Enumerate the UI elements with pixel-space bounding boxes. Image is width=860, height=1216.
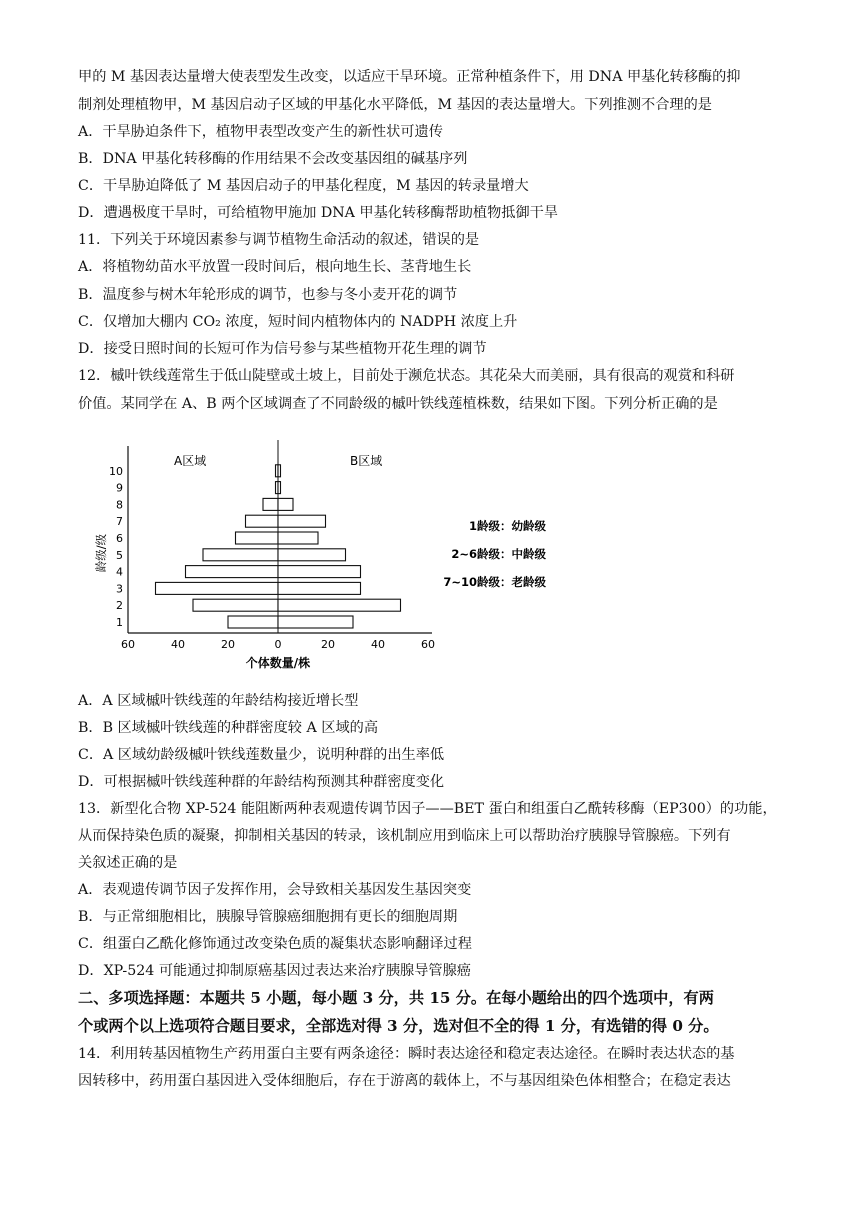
q13-option-a: A．表观遗传调节因子发挥作用，会导致相关基因发生基因突变 <box>78 882 472 898</box>
q10-stem-line1: 甲的 M 基因表达量增大使表型发生改变，以适应干旱环境。正常种植条件下，用 DNA 甲基化转移酶的抑 <box>78 69 741 85</box>
bar-a-age-7 <box>246 515 279 527</box>
q14-stem-line2: 因转移中，药用蛋白基因进入受体细胞后，存在于游离的载体上，不与基因组染色体相整合；在稳定表达 <box>78 1073 731 1089</box>
q12-stem-line1: 12．槭叶铁线莲常生于低山陡壁或土坡上，目前处于濒危状态。其花朵大而美丽，具有很高的观赏和科研 <box>78 368 735 384</box>
x-tick-3: 0 <box>274 638 282 651</box>
q14-stem-line1: 14．利用转基因植物生产药用蛋白主要有两条途径：瞬时表达途径和稳定表达途径。在瞬时表达状态的基 <box>78 1046 735 1062</box>
bar-a-age-3 <box>156 582 279 594</box>
x-tick-labels <box>121 638 435 651</box>
section2-heading-line1: 二、多项选择题：本题共 5 小题，每小题 3 分，共 15 分。在每小题给出的四个选项中，有两 <box>78 989 714 1007</box>
x-tick-2: 20 <box>221 638 235 651</box>
q12-option-b: B．B 区域槭叶铁线莲的种群密度较 A 区域的高 <box>78 720 379 736</box>
bar-b-age-7 <box>278 515 326 527</box>
x-tick-6: 60 <box>421 638 435 651</box>
q13-stem-line3: 关叙述正确的是 <box>78 855 178 871</box>
bar-b-age-8 <box>278 498 293 510</box>
x-axis-title: 个体数量/株 <box>245 656 311 670</box>
bar-b-age-2 <box>278 599 401 611</box>
bar-b-age-1 <box>278 616 353 628</box>
bar-a-age-6 <box>236 532 279 544</box>
age-structure-chart <box>96 432 606 682</box>
q12-option-d: D．可根据槭叶铁线莲种群的年龄结构预测其种群密度变化 <box>78 774 445 790</box>
bar-a-age-2 <box>193 599 278 611</box>
bar-b-age-3 <box>278 582 361 594</box>
q11-stem: 11．下列关于环境因素参与调节植物生命活动的叙述，错误的是 <box>78 232 480 248</box>
y-tick-8: 8 <box>116 498 123 512</box>
bar-a-age-5 <box>203 549 278 561</box>
q10-stem-line2: 制剂处理植物甲，M 基因启动子区域的甲基化水平降低，M 基因的表达量增大。下列推测不合理的是 <box>78 97 712 113</box>
bar-a-age-4 <box>186 566 279 578</box>
y-tick-6: 6 <box>116 532 123 545</box>
bar-a-age-8 <box>263 498 278 510</box>
q10-option-b: B．DNA 甲基化转移酶的作用结果不会改变基因组的碱基序列 <box>78 151 468 167</box>
legend-b-region: B区域 <box>350 454 383 468</box>
y-tick-10: 10 <box>109 464 123 478</box>
note-middle: 2~6龄级：中龄级 <box>451 547 546 561</box>
q11-option-d: D．接受日照时间的长短可作为信号参与某些植物开花生理的调节 <box>78 341 487 357</box>
x-tick-5: 40 <box>371 638 385 651</box>
legend-a-region: A区域 <box>174 454 207 468</box>
y-axis-title: 龄级/级 <box>94 533 108 573</box>
x-tick-1: 40 <box>171 638 185 651</box>
q11-option-c: C．仅增加大棚内 CO₂ 浓度，短时间内植物体内的 NADPH 浓度上升 <box>78 314 518 330</box>
y-tick-5: 5 <box>116 548 123 562</box>
bar-a-age-1 <box>228 616 278 628</box>
y-tick-1: 1 <box>116 616 123 629</box>
y-tick-9: 9 <box>116 481 123 495</box>
y-tick-2: 2 <box>116 599 123 613</box>
q10-option-a: A．干旱胁迫条件下，植物甲表型改变产生的新性状可遗传 <box>78 124 443 140</box>
y-tick-4: 4 <box>116 565 123 579</box>
note-juvenile: 1龄级：幼龄级 <box>468 519 546 533</box>
q13-option-c: C．组蛋白乙酰化修饰通过改变染色质的凝集状态影响翻译过程 <box>78 936 472 952</box>
q11-option-b: B．温度参与树木年轮形成的调节，也参与冬小麦开花的调节 <box>78 287 458 303</box>
section2-heading-line2: 个或两个以上选项符合题目要求，全部选对得 3 分，选对但不全的得 1 分，有选错的得 0 分。 <box>78 1017 719 1035</box>
y-tick-labels <box>109 465 123 629</box>
y-tick-7: 7 <box>116 515 123 529</box>
bar-b-age-6 <box>278 532 318 544</box>
q13-stem-line2: 从而保持染色质的凝聚，抑制相关基因的转录，该机制应用到临床上可以帮助治疗胰腺导管腺癌。下列有 <box>78 828 731 844</box>
y-tick-3: 3 <box>116 582 123 596</box>
bar-b-age-5 <box>278 549 346 561</box>
x-tick-0: 60 <box>121 638 135 651</box>
q12-option-c: C．A 区域幼龄级槭叶铁线莲数量少，说明种群的出生率低 <box>78 747 445 763</box>
note-old: 7~10龄级：老龄级 <box>443 575 546 589</box>
q13-stem-line1: 13．新型化合物 XP-524 能阻断两种表观遗传调节因子——BET 蛋白和组蛋白乙酰转移酶（EP300）的功能， <box>78 801 777 817</box>
x-tick-4: 20 <box>321 638 335 651</box>
q12-option-a: A．A 区域槭叶铁线莲的年龄结构接近增长型 <box>78 693 359 709</box>
q10-option-d: D．遭遇极度干旱时，可给植物甲施加 DNA 甲基化转移酶帮助植物抵御干旱 <box>78 205 559 221</box>
q11-option-a: A．将植物幼苗水平放置一段时间后，根向地生长、茎背地生长 <box>78 259 472 275</box>
q13-option-b: B．与正常细胞相比，胰腺导管腺癌细胞拥有更长的细胞周期 <box>78 909 458 925</box>
q13-option-d: D．XP-524 可能通过抑制原癌基因过表达来治疗胰腺导管腺癌 <box>78 963 471 979</box>
bar-b-age-4 <box>278 566 361 578</box>
q10-option-c: C．干旱胁迫降低了 M 基因启动子的甲基化程度，M 基因的转录量增大 <box>78 178 529 194</box>
q12-stem-line2: 价值。某同学在 A、B 两个区域调查了不同龄级的槭叶铁线莲植株数，结果如下图。下列分析正确的是 <box>78 396 718 412</box>
